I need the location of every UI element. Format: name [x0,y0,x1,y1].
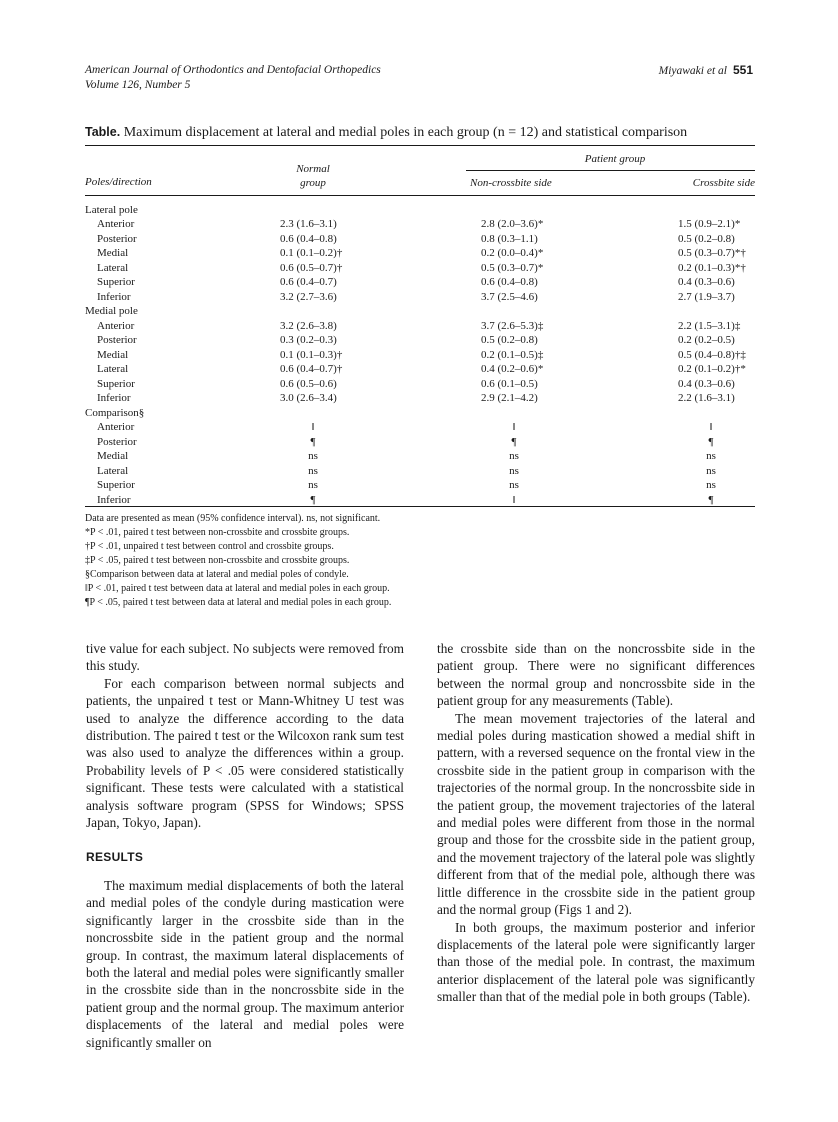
body-column-left [86,640,404,1051]
cell-noncrossbite: 0.2 (0.0–0.4)* [481,247,544,259]
cell-normal: 0.6 (0.4–0.7)† [280,363,343,375]
paragraph: The maximum medial displacements of both the lateral and medial poles of the condyle during mastication were significantly larger in the crossbite side than in the noncrossbite side in the patient group and the normal group. In contrast, the maximum lateral displacements of both the lateral and medial poles were significantly smaller in the crossbite side than in the noncrossbite side in the patient group and the normal group. The maximum anterior displacements of the lateral and medial poles were significantly smaller on [86,877,404,1050]
header-normal-line2: group [300,177,326,189]
table-row [85,232,755,246]
cell-crossbite: 0.2 (0.1–0.2)†* [678,363,746,375]
cell-crossbite: ns [706,450,716,462]
cell-normal: 0.6 (0.5–0.7)† [280,261,343,274]
journal-name: American Journal of Orthodontics and Dentofacial Orthopedics [85,64,381,76]
paragraph: tive value for each subject. No subjects were removed from this study. [86,641,404,674]
footnote: §Comparison between data at lateral and medial poles of condyle. [85,569,349,580]
cell-normal: 0.6 (0.4–0.8) [280,232,337,245]
cell-normal: ‖ [311,421,315,433]
cell-normal: 0.6 (0.4–0.7) [280,276,337,288]
cell-crossbite: ns [706,479,716,491]
footnote: ¶P < .05, paired t test between data at lateral and medial poles in each group. [85,597,392,608]
cell-normal: 2.3 (1.6–3.1) [280,218,337,230]
table-row [85,449,755,463]
paragraph: In both groups, the maximum posterior and inferior displacements of the lateral pole were significantly larger than those of the medial pole. In contrast, the maximum anterior displacement of the lateral pole was significantly smaller than that of the medial pole in both groups (Table). [437,919,755,1005]
section-label: Comparison§ [85,406,145,419]
section-row-lateral [85,203,755,217]
table-row [85,377,755,391]
cell-crossbite: 0.4 (0.3–0.6) [678,276,735,288]
cell-crossbite: 2.2 (1.5–3.1)‡ [678,319,741,332]
journal-volume: Volume 126, Number 5 [85,79,191,91]
row-direction: Anterior [97,218,135,230]
table-row [85,275,755,289]
cell-normal: 0.1 (0.1–0.2)† [280,247,343,259]
cell-normal: 0.3 (0.2–0.3) [280,334,337,346]
table-row [85,435,755,449]
row-direction: Lateral [97,464,129,477]
cell-crossbite: 0.2 (0.2–0.5) [678,334,735,346]
row-direction: Inferior [97,290,131,303]
footnote: *P < .01, paired t test between non-crossbite and crossbite groups. [85,527,350,538]
row-direction: Superior [97,377,135,390]
section-label: Medial pole [85,305,138,317]
cell-crossbite: ‖ [709,421,713,433]
row-direction: Inferior [97,392,131,404]
author-line: Miyawaki et al [658,65,727,77]
header-poles-direction: Poles/direction [85,176,152,188]
table-row [85,493,755,507]
cell-noncrossbite: 0.5 (0.2–0.8) [481,334,538,346]
cell-normal: 3.2 (2.7–3.6) [280,290,337,303]
cell-noncrossbite: ns [509,450,519,462]
table-row [85,246,755,260]
header-normal-line1: Normal [296,163,330,175]
cell-normal: ¶ [310,493,316,506]
table-row [85,478,755,492]
table-header [85,0,755,200]
table-row [85,391,755,405]
table-row [85,261,755,275]
section-label: Lateral pole [85,204,138,216]
cell-crossbite: 0.5 (0.3–0.7)*† [678,247,746,259]
row-direction: Medial [97,450,129,462]
table-row [85,348,755,362]
row-direction: Posterior [97,232,137,245]
footnote: †P < .01, unpaired t test between control and crossbite groups. [85,541,334,552]
paragraph: For each comparison between normal subjects and patients, the unpaired t test or Mann-Whitney U test was used to analyze the difference according to the data distribution. The paired t test or the Wilcoxon rank sum test was also used to analyze the differences within a group. Probability levels of P < .05 were considered statistically significant. These tests were calculated with a statistical analysis software program (SPSS for Windows; SPSS Japan, Tokyo, Japan). [86,675,404,831]
table-label: Table. [85,125,121,139]
footnote: ‡P < .05, paired t test between non-crossbite and crossbite groups. [85,555,350,566]
row-direction: Medial [97,247,129,259]
header-patient-group: Patient group [584,153,646,165]
cell-noncrossbite: 0.8 (0.3–1.1) [481,232,538,245]
cell-normal: 3.2 (2.6–3.8) [280,319,337,332]
cell-noncrossbite: ns [509,464,519,477]
cell-normal: ns [308,479,318,491]
section-heading-results: RESULTS [86,850,144,865]
table-row [85,420,755,434]
cell-noncrossbite: 0.6 (0.1–0.5) [481,377,538,390]
cell-noncrossbite: ‖ [512,421,516,433]
table-row [85,290,755,304]
row-direction: Superior [97,479,135,491]
row-direction: Inferior [97,493,131,506]
table-footnotes [85,512,755,610]
cell-normal: ns [308,464,318,477]
table-caption-text: Maximum displacement at lateral and medial poles in each group (n = 12) and statistical comparison [123,125,688,140]
footnote: ‖P < .01, paired t test between data at lateral and medial poles in each group. [85,583,390,594]
table-row [85,217,755,231]
table-body [85,203,755,506]
header-crossbite: Crossbite side [692,177,755,189]
table-row [85,333,755,347]
cell-crossbite: 1.5 (0.9–2.1)* [678,218,741,230]
cell-crossbite: 2.2 (1.6–3.1) [678,392,735,404]
cell-noncrossbite: 2.8 (2.0–3.6)* [481,218,544,230]
row-direction: Superior [97,276,135,288]
table-row [85,319,755,333]
cell-crossbite: ¶ [708,493,714,506]
section-row-comparison [85,406,755,420]
cell-noncrossbite: ns [509,479,519,491]
row-direction: Medial [97,348,129,361]
row-direction: Posterior [97,334,137,346]
paragraph: The mean movement trajectories of the lateral and medial poles during mastication showed a medial shift in pattern, with a reversed sequence on the frontal view in the crossbite side in the patient group in comparison with the trajectories of the normal group. In the noncrossbite side in the patient group, the movement trajectories of the lateral and medial poles were different from those in the normal group and those for the crossbite side in the patient group, and the movement trajectory of the lateral pole was slightly different from that of the medial pole, although there was little difference in the crossbite side in the patient group and the normal group (Figs 1 and 2). [437,710,755,918]
cell-crossbite: 0.4 (0.3–0.6) [678,377,735,390]
paragraph: the crossbite side than on the noncrossbite side in the patient group. There were no significant differences between the normal group and noncrossbite side in the patient group for any measurements (Table). [437,641,755,709]
cell-crossbite: 0.2 (0.1–0.3)*† [678,261,746,274]
cell-noncrossbite: ¶ [511,435,517,448]
cell-noncrossbite: 0.6 (0.4–0.8) [481,276,538,288]
table-row [85,362,755,376]
cell-noncrossbite: 0.4 (0.2–0.6)* [481,363,544,375]
cell-noncrossbite: 3.7 (2.5–4.6) [481,290,538,303]
footnote: Data are presented as mean (95% confidence interval). ns, not significant. [85,513,381,524]
cell-noncrossbite: 0.2 (0.1–0.5)‡ [481,348,544,361]
row-direction: Lateral [97,363,129,375]
cell-normal: ns [308,450,318,462]
cell-crossbite: 2.7 (1.9–3.7) [678,290,735,303]
page-number: 551 [732,63,753,77]
row-direction: Lateral [97,261,129,274]
cell-normal: 3.0 (2.6–3.4) [280,392,337,404]
cell-crossbite: ¶ [708,435,714,448]
row-direction: Anterior [97,421,135,433]
cell-noncrossbite: 2.9 (2.1–4.2) [481,392,538,404]
cell-normal: 0.1 (0.1–0.3)† [280,348,343,361]
cell-crossbite: 0.5 (0.2–0.8) [678,232,735,245]
cell-crossbite: ns [706,464,716,477]
body-column-right [437,640,755,1006]
cell-normal: ¶ [310,435,316,448]
header-noncrossbite: Non-crossbite side [470,177,552,189]
cell-normal: 0.6 (0.5–0.6) [280,377,337,390]
row-direction: Anterior [97,319,135,332]
cell-noncrossbite: 0.5 (0.3–0.7)* [481,261,544,274]
row-direction: Posterior [97,435,137,448]
cell-noncrossbite: 3.7 (2.6–5.3)‡ [481,319,544,332]
cell-crossbite: 0.5 (0.4–0.8)†‡ [678,348,746,361]
cell-noncrossbite: ‖ [512,493,516,506]
table-row [85,464,755,478]
section-row-medial [85,304,755,318]
